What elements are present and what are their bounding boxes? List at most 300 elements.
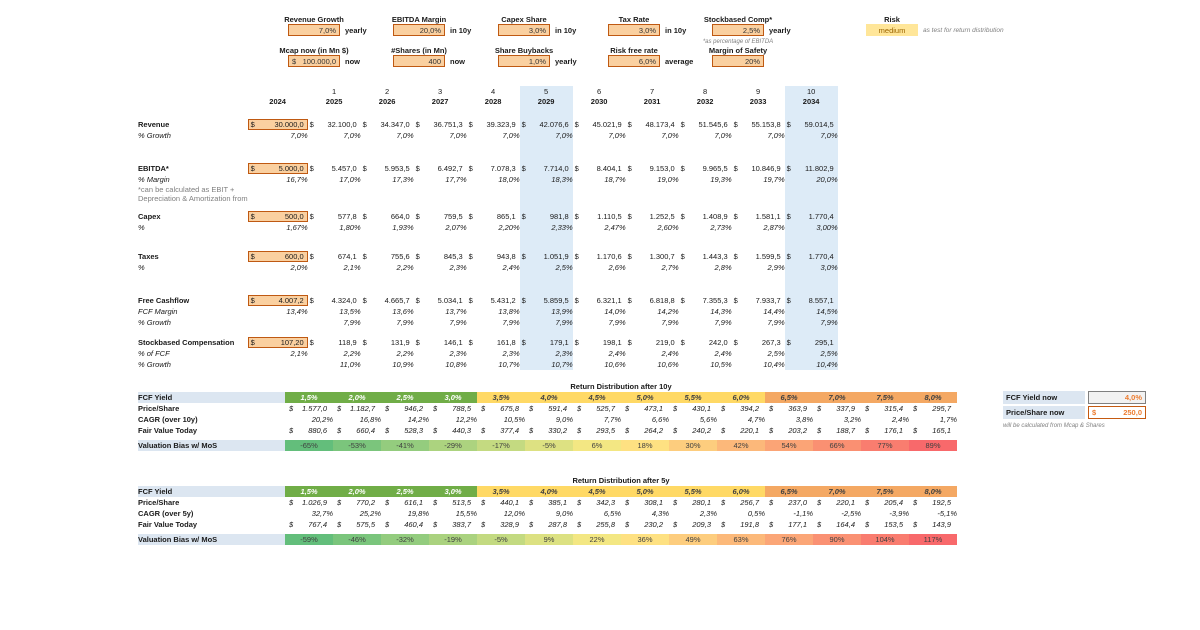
cell: 5,0%	[621, 486, 669, 497]
cell: Revenue	[138, 120, 170, 129]
cell: 14,2%	[407, 415, 429, 424]
cell	[520, 328, 573, 337]
table-title: Return Distribution after 5y	[572, 476, 670, 485]
cell: FCF Yield	[138, 392, 285, 403]
dollar-sign: $	[577, 498, 582, 507]
price-share-now-value[interactable]: $ 250,0	[1088, 406, 1146, 419]
fcf-yield-row	[138, 392, 957, 403]
cell: 2,2%	[343, 349, 361, 358]
cell	[361, 203, 414, 211]
cell	[573, 233, 626, 251]
dollar-sign: $	[433, 520, 438, 529]
value-cell: $ 513,5	[433, 498, 471, 507]
cell	[573, 337, 626, 348]
cell: 10,5%	[710, 360, 732, 369]
cell: Free Cashflow	[138, 296, 190, 305]
dollar-sign: $	[574, 120, 579, 129]
cell	[248, 317, 308, 328]
cell: Valuation Bias w/ MoS	[138, 440, 285, 451]
cell	[361, 233, 414, 251]
cell: % Growth	[138, 318, 171, 327]
value-cell: $ 528,3	[385, 426, 423, 435]
cell	[381, 519, 429, 530]
cell: 7,9%	[343, 318, 361, 327]
cell: 2,0%	[333, 392, 381, 403]
dollar-sign: $	[673, 404, 678, 413]
cell	[732, 337, 785, 348]
value-cell: $ 880,6	[289, 426, 327, 435]
cell	[248, 119, 308, 130]
dollar-sign: $	[577, 520, 582, 529]
cell: -5%	[525, 440, 573, 451]
cell	[248, 251, 308, 262]
cell	[573, 211, 626, 222]
cell	[333, 403, 381, 414]
cell	[308, 251, 361, 262]
spacer	[138, 328, 838, 337]
cell	[381, 403, 429, 414]
cell	[138, 86, 248, 96]
spacer	[138, 273, 838, 295]
cell: 14,5%	[785, 306, 838, 317]
dollar-sign: $	[913, 520, 918, 529]
value-cell: $ 295,1	[786, 338, 834, 347]
cell: 42%	[717, 440, 765, 451]
value-cell: $ 5.859,5	[521, 296, 569, 305]
input-label: Share Buybacks	[494, 46, 554, 55]
cell	[573, 519, 621, 530]
cell	[813, 519, 861, 530]
dollar-sign: $	[337, 520, 342, 529]
tax-rate-input[interactable]: 3,0%	[608, 24, 660, 36]
cell: 7,9%	[396, 318, 414, 327]
cell	[717, 497, 765, 508]
cell	[717, 519, 765, 530]
cell: 5,5%	[669, 392, 717, 403]
cell: 7,9%	[714, 318, 732, 327]
input-suffix: now	[345, 57, 360, 66]
cell	[785, 163, 838, 174]
cell: 15,5%	[455, 509, 477, 518]
cell	[248, 203, 308, 211]
cell	[813, 425, 861, 436]
dollar-sign: $	[250, 164, 255, 173]
cell	[909, 519, 957, 530]
fcf-yield-now-label: FCF Yield now	[1003, 391, 1085, 404]
return-distribution-10y	[138, 382, 957, 451]
cell: 2,1%	[290, 349, 308, 358]
cell	[467, 273, 520, 295]
value-cell: $ 1.170,6	[574, 252, 622, 261]
cell: -17%	[477, 440, 525, 451]
cell	[813, 403, 861, 414]
cell	[308, 273, 361, 295]
input-label: Tax Rate	[618, 15, 650, 24]
value-cell: $ 377,4	[481, 426, 519, 435]
row-ebitda	[138, 163, 838, 174]
cell: 2033	[749, 97, 767, 106]
value-cell: $ 394,2	[721, 404, 759, 413]
value-cell: $ 59.014,5	[786, 120, 834, 129]
value-cell: $ 755,6	[362, 252, 410, 261]
cell	[573, 295, 626, 306]
cell: 32,7%	[311, 509, 333, 518]
cell	[381, 425, 429, 436]
cell: Stockbased Compensation	[138, 338, 235, 347]
input-cell-free-cashflow[interactable]: $ 4.007,2	[248, 295, 308, 306]
dollar-sign: $	[529, 426, 534, 435]
row-fair-value-today	[138, 519, 957, 530]
cell	[361, 119, 414, 130]
footnote-row	[138, 185, 838, 194]
valuation-bias-row	[138, 440, 957, 451]
value-cell: $ 131,9	[362, 338, 410, 347]
cell: 0,5%	[747, 509, 765, 518]
cell	[679, 211, 732, 222]
return-table-10y	[138, 392, 957, 451]
cell	[785, 233, 838, 251]
value-cell: $ 770,2	[337, 498, 375, 507]
dollar-sign: $	[521, 212, 526, 221]
cell	[248, 141, 308, 163]
dollar-sign: $	[680, 296, 685, 305]
dollar-sign: $	[289, 426, 294, 435]
cell: 17,3%	[392, 175, 414, 184]
cell	[248, 163, 308, 174]
cell: 16,7%	[286, 175, 308, 184]
cell	[621, 519, 669, 530]
cell: 1,67%	[286, 223, 308, 232]
cell	[477, 403, 525, 414]
cell: % Growth	[138, 131, 171, 140]
cell: 14,4%	[763, 307, 785, 316]
cell	[414, 119, 467, 130]
cell: FCF Margin	[138, 307, 178, 316]
dollar-sign: $	[721, 404, 726, 413]
value-cell: $ 660,4	[337, 426, 375, 435]
cell	[679, 141, 732, 163]
dollar-sign: $	[415, 212, 420, 221]
dollar-sign: $	[786, 296, 791, 305]
cell	[285, 497, 333, 508]
cell	[414, 203, 467, 211]
revenue-growth-input[interactable]: 7,0%	[288, 24, 340, 36]
dollar-sign: $	[385, 520, 390, 529]
value-cell: $ 280,1	[673, 498, 711, 507]
dollar-sign: $	[627, 164, 632, 173]
valuation-bias-row	[138, 534, 957, 545]
cell: 36%	[621, 534, 669, 545]
dollar-sign: $	[468, 120, 473, 129]
cell	[361, 251, 414, 262]
row-cagr-over-10y	[138, 414, 957, 425]
cell: 2032	[696, 97, 714, 106]
cell	[626, 107, 679, 119]
cell: 13,6%	[392, 307, 414, 316]
share-buybacks-input[interactable]: 1,0%	[498, 55, 550, 67]
input-cell-revenue[interactable]: $ 30.000,0	[248, 119, 308, 130]
cell: 17,0%	[339, 175, 361, 184]
fcf-yield-now-value[interactable]: 4,0%	[1088, 391, 1146, 404]
dollar-sign: $	[433, 426, 438, 435]
dollar-sign: $	[337, 498, 342, 507]
margin-of-safety-input[interactable]: 20%	[712, 55, 764, 67]
dollar-sign: $	[625, 520, 630, 529]
cell: 7,5%	[861, 486, 909, 497]
cell: 16,8%	[359, 415, 381, 424]
cell: 10,4%	[763, 360, 785, 369]
dollar-sign: $	[385, 404, 390, 413]
cell	[467, 233, 520, 251]
input-label: Capex Share	[501, 15, 547, 24]
cell	[679, 273, 732, 295]
value-cell: $ 55.153,8	[733, 120, 781, 129]
cell	[414, 233, 467, 251]
cell: 14,2%	[657, 307, 679, 316]
cell	[467, 163, 520, 174]
dollar-sign: $	[415, 164, 420, 173]
cell: 3,0%	[429, 392, 477, 403]
row-capex	[138, 211, 838, 222]
cell: -29%	[429, 440, 477, 451]
dollar-sign: $	[817, 498, 822, 507]
cell	[813, 497, 861, 508]
cell: 14,0%	[604, 307, 626, 316]
cell	[429, 519, 477, 530]
cell: FCF Yield	[138, 486, 285, 497]
cell: 10,6%	[604, 360, 626, 369]
input-label: Margin of Safety	[708, 46, 768, 55]
cell	[467, 141, 520, 163]
cell: 13,9%	[520, 306, 573, 317]
cell: 63%	[717, 534, 765, 545]
cell: 2,6%	[608, 263, 626, 272]
value-cell: $ 1.443,3	[680, 252, 728, 261]
cell	[765, 425, 813, 436]
value-cell: $ 4.324,0	[309, 296, 357, 305]
cell: 5,5%	[669, 486, 717, 497]
value-cell: $ 1.599,5	[733, 252, 781, 261]
value-cell: $ 440,1	[481, 498, 519, 507]
cell	[138, 328, 248, 337]
value-cell: $ 293,5	[577, 426, 615, 435]
cell	[467, 194, 520, 203]
cell: 8	[703, 86, 708, 96]
cell	[467, 211, 520, 222]
cell: 7,9%	[785, 317, 838, 328]
dollar-sign: $	[625, 404, 630, 413]
cell	[909, 497, 957, 508]
cell: 10	[785, 86, 838, 96]
dollar-sign: $	[786, 252, 791, 261]
cell	[679, 163, 732, 174]
value-cell: $ 1.026,9	[289, 498, 327, 507]
cell: 90%	[813, 534, 861, 545]
cell	[573, 141, 626, 163]
cell	[573, 163, 626, 174]
value-cell: $ 8.404,1	[574, 164, 622, 173]
value-cell: $ 865,1	[468, 212, 516, 221]
cell	[138, 96, 248, 107]
value-cell: $ 179,1	[521, 338, 569, 347]
cell	[248, 194, 308, 203]
dollar-sign: $	[529, 404, 534, 413]
cell	[467, 119, 520, 130]
value-cell: $ 845,3	[415, 252, 463, 261]
cell: % Margin	[138, 175, 170, 184]
value-cell: $ 328,9	[481, 520, 519, 529]
dollar-sign: $	[769, 498, 774, 507]
dollar-sign: $	[309, 338, 314, 347]
value-cell: $ 203,2	[769, 426, 807, 435]
cell	[626, 163, 679, 174]
value-cell: $ 7.933,7	[733, 296, 781, 305]
value-cell: $ 161,8	[468, 338, 516, 347]
input-cell-stockbased-compensation[interactable]: $ 107,20	[248, 337, 308, 348]
cell	[626, 233, 679, 251]
dollar-sign: $	[733, 296, 738, 305]
value-cell: $ 1.408,9	[680, 212, 728, 221]
cell: % Growth	[138, 360, 171, 369]
input-cell-taxes[interactable]: $ 600,0	[248, 251, 308, 262]
cell	[520, 251, 573, 262]
dollar-sign: $	[289, 498, 294, 507]
cell: 7,9%	[661, 318, 679, 327]
dollar-sign: $	[362, 338, 367, 347]
dollar-sign: $	[481, 426, 486, 435]
row-capex-	[138, 222, 838, 233]
dollar-sign: $	[733, 120, 738, 129]
stockbased-comp-input[interactable]: 2,5%	[712, 24, 764, 36]
input-suffix: in 10y	[665, 26, 687, 35]
year-row	[138, 96, 838, 107]
dollar-sign: $	[250, 120, 255, 129]
value-cell: $ 363,9	[769, 404, 807, 413]
row-price-share	[138, 497, 957, 508]
value-cell: $ 575,5	[337, 520, 375, 529]
cell	[308, 119, 361, 130]
cell	[909, 425, 957, 436]
cell	[679, 107, 732, 119]
cell: 1,7%	[939, 415, 957, 424]
row-free-cashflow	[138, 295, 838, 306]
value-cell: $ 6.492,7	[415, 164, 463, 173]
cell: %	[138, 263, 145, 272]
risk-input[interactable]: medium	[866, 24, 918, 36]
dollar-sign: $	[577, 426, 582, 435]
cell: 10,9%	[392, 360, 414, 369]
cell: -46%	[333, 534, 381, 545]
cell	[361, 141, 414, 163]
dollar-sign: $	[415, 252, 420, 261]
cell	[467, 328, 520, 337]
cell	[732, 233, 785, 251]
cell: 7,0%	[502, 131, 520, 140]
value-cell: $ 267,3	[733, 338, 781, 347]
cell: 7,0%	[661, 131, 679, 140]
cell	[520, 273, 573, 295]
dollar-sign: $	[521, 164, 526, 173]
cell	[573, 251, 626, 262]
ebitda-margin-input[interactable]: 20,0%	[393, 24, 445, 36]
cell: 2,1%	[343, 263, 361, 272]
cell	[573, 119, 626, 130]
value-cell: $ 287,8	[529, 520, 567, 529]
cell	[414, 328, 467, 337]
dollar-sign: $	[385, 498, 390, 507]
dollar-sign: $	[309, 252, 314, 261]
input-cell-capex[interactable]: $ 500,0	[248, 211, 308, 222]
cell	[525, 497, 573, 508]
cell	[626, 185, 679, 194]
cell	[909, 403, 957, 414]
value-cell: $ 188,7	[817, 426, 855, 435]
cell: 2,9%	[767, 263, 785, 272]
cell	[732, 119, 785, 130]
cell: 13,8%	[498, 307, 520, 316]
cell	[626, 211, 679, 222]
value-cell: $ 153,5	[865, 520, 903, 529]
dollar-sign: $	[673, 520, 678, 529]
cell	[573, 194, 626, 203]
dollar-sign: $	[433, 404, 438, 413]
dollar-sign: $	[529, 520, 534, 529]
cell: 13,7%	[445, 307, 467, 316]
dollar-sign: $	[817, 404, 822, 413]
risk-free-rate-input[interactable]: 6,0%	[608, 55, 660, 67]
dollar-sign: $	[721, 426, 726, 435]
capex-share-input[interactable]: 3,0%	[498, 24, 550, 36]
value-cell: $ 198,1	[574, 338, 622, 347]
cell	[785, 211, 838, 222]
cell: 9	[756, 86, 761, 96]
cell: 1,5%	[285, 486, 333, 497]
cell	[285, 403, 333, 414]
cell	[333, 519, 381, 530]
cell	[626, 203, 679, 211]
cell: 22%	[573, 534, 621, 545]
cell	[669, 425, 717, 436]
cell: 10,5%	[503, 415, 525, 424]
input-label: Stockbased Comp*	[703, 15, 773, 24]
cell: 2,3%	[502, 349, 520, 358]
cell: 2,5%	[767, 349, 785, 358]
cell: 2,4%	[891, 415, 909, 424]
dollar-sign: $	[680, 164, 685, 173]
cell: 2,0%	[290, 263, 308, 272]
dollar-sign: $	[769, 404, 774, 413]
value-cell: $ 308,1	[625, 498, 663, 507]
value-cell: $ 5.457,0	[309, 164, 357, 173]
cell	[520, 163, 573, 174]
cell: 2,4%	[661, 349, 679, 358]
cell: 10,8%	[445, 360, 467, 369]
dollar-sign: $	[521, 338, 526, 347]
cell	[414, 163, 467, 174]
mcap-now-input[interactable]: $ 100.000,0	[288, 55, 340, 67]
row-cagr-over-5y	[138, 508, 957, 519]
fcf-yield-row	[138, 486, 957, 497]
dollar-sign: $	[627, 212, 632, 221]
shares-input[interactable]: 400	[393, 55, 445, 67]
cell	[520, 119, 573, 130]
cell: 3,0%	[785, 262, 838, 273]
cell	[621, 425, 669, 436]
cell	[861, 497, 909, 508]
dollar-sign: $	[865, 426, 870, 435]
cell: %	[138, 223, 145, 232]
input-cell-ebitda[interactable]: $ 5.000,0	[248, 163, 308, 174]
